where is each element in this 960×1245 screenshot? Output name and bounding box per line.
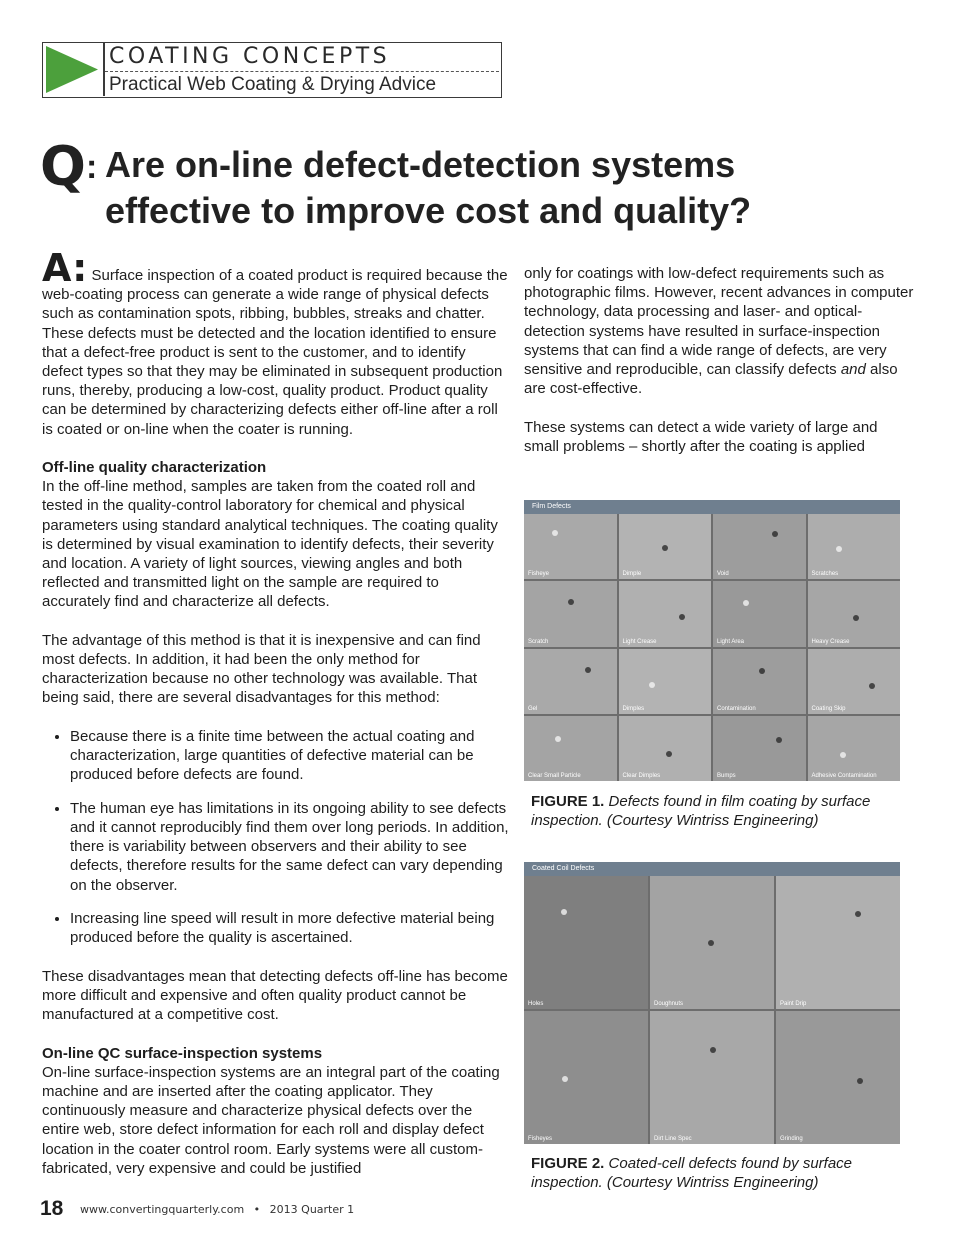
defect-spot	[853, 615, 859, 621]
figure-2-grid	[524, 876, 900, 1144]
tile-label: Void	[717, 571, 729, 578]
defect-image-tile	[524, 1011, 648, 1144]
defect-spot	[679, 614, 685, 620]
tile-label: Dimple	[622, 571, 642, 578]
figure-1-caption: FIGURE 1. Defects found in film coating by surface inspection. (Courtesy Wintriss Engineering)	[531, 793, 871, 829]
left-column	[42, 246, 510, 1197]
defect-spot	[585, 667, 591, 673]
tile-label: Paint Drip	[780, 1001, 807, 1007]
defect-spot	[555, 736, 561, 742]
tile-label: Doughnuts	[654, 1001, 684, 1007]
figure-1-image	[524, 500, 900, 781]
tile-label: Coating Skip	[811, 705, 846, 712]
defect-spot	[759, 668, 765, 674]
header-divider	[103, 43, 105, 96]
defect-image-tile	[776, 876, 900, 1009]
defect-spot	[743, 600, 749, 606]
tile-label: Fisheyes	[528, 1136, 553, 1142]
list-item: • The human eye has limitations in its ongoing ability to see defects and it cannot reproducibly find them over long periods. In addition, there is variability between observers and their ability to see defects, therefore results for the same defect can vary depending on the observer.	[70, 799, 510, 895]
department-subtitle: Practical Web Coating & Drying Advice	[109, 74, 437, 95]
green-arrow-logo-icon	[43, 43, 101, 96]
footer-info	[80, 1203, 354, 1217]
defect-spot	[836, 546, 842, 552]
tile-label: Clear Small Particle	[528, 773, 581, 779]
tile-label: Light Area	[717, 638, 745, 645]
defect-spot	[568, 599, 574, 605]
tile-label: Scratch	[528, 638, 549, 645]
tile-label: Holes	[528, 1001, 544, 1007]
defect-image-tile	[808, 649, 901, 714]
defect-spot	[855, 911, 861, 917]
defect-image-tile	[713, 581, 806, 646]
online-paragraph-1: On-line surface-inspection systems are an integral part of the coating machine and are inserted after the coating applicator. They continuously measure and characterize physical defects over the entire web, store defect information for each roll and display defect location in the coater control room. Early systems were all custom-fabricated, very expensive and could be justified	[42, 1063, 500, 1177]
defect-image-tile	[619, 514, 712, 579]
question-letter: Q	[40, 135, 86, 198]
defect-spot	[662, 545, 668, 551]
defect-spot	[552, 530, 558, 536]
list-item: • Because there is a finite time between the actual coating and characterization, large quantities of defective material can be produced before defects are found.	[70, 727, 510, 785]
question-headline: Are on-line defect-detection systems effective to improve cost and quality?	[105, 144, 752, 231]
defect-spot	[772, 531, 778, 537]
defect-spot	[649, 682, 655, 688]
question-colon: :	[86, 148, 98, 186]
offline-heading: Off-line quality characterization	[42, 459, 267, 477]
footer-url: www.convertingquarterly.com	[80, 1203, 245, 1216]
defect-spot	[562, 1076, 568, 1082]
tile-label: Heavy Crease	[811, 638, 850, 645]
defect-image-tile	[524, 876, 648, 1009]
tile-label: Grinding	[780, 1136, 803, 1142]
defect-image-tile	[650, 1011, 774, 1144]
tile-label: Gel	[528, 705, 538, 712]
tile-label: Fisheye	[528, 571, 550, 578]
defect-image-tile	[619, 649, 712, 714]
disadvantages-list	[42, 727, 510, 948]
defect-image-tile	[524, 514, 617, 579]
offline-paragraph-1: In the off-line method, samples are taken from the coated roll and tested in the quality-control laboratory for chemical and physical parameters using standard analytical techniques. The coating quality is determined by visual examination to identify defects, their severity and location. A variety of light sources, viewing angles and both reflected and transmitted light on the sample are required to accurately find and characterize all defects.	[42, 478, 498, 611]
defect-image-tile	[524, 581, 617, 646]
defect-image-tile	[650, 876, 774, 1009]
defect-image-tile	[808, 514, 901, 579]
list-item: • Increasing line speed will result in more defective material being produced before the quality is ascertained.	[70, 909, 510, 947]
defect-spot	[708, 940, 714, 946]
defect-spot	[869, 683, 875, 689]
figure-1-grid	[524, 514, 900, 781]
tile-label: Dirt Line Spec	[654, 1136, 692, 1142]
right-column	[524, 264, 914, 475]
figure-1-header: Film Defects	[524, 500, 900, 514]
department-header	[42, 42, 502, 98]
offline-paragraph-3: These disadvantages mean that detecting defects off-line has become more difficult and expensive and often quality product cannot be manufactured at a competitive cost.	[42, 967, 508, 1024]
defect-spot	[857, 1078, 863, 1084]
tile-label: Bumps	[717, 773, 736, 779]
defect-spot	[840, 752, 846, 758]
defect-spot	[666, 751, 672, 757]
footer-issue: 2013 Quarter 1	[269, 1203, 355, 1216]
page-number: 18	[40, 1197, 64, 1220]
tile-label: Light Crease	[622, 638, 657, 645]
defect-image-tile	[524, 649, 617, 714]
defect-image-tile	[713, 514, 806, 579]
tile-label: Clear Dimples	[622, 773, 661, 779]
tile-label: Dimples	[622, 705, 645, 712]
defect-image-tile	[776, 1011, 900, 1144]
figure-2-image	[524, 862, 900, 1144]
answer-paragraph	[42, 246, 510, 439]
answer-intro: Surface inspection of a coated product is required because the web-coating process can generate a wide range of physical defects such as contamination spots, ribbing, bubbles, streaks and chatter. These defects must be detected and the location identified to ensure that a defect-free product is sent to the customer, and to identify defect types so that they may be eliminated in subsequent production runs, thereby, producing a low-cost, quality product. Product quality can be determined by characterizing defects either off-line after a roll is coated or on-line when the coater is running.	[42, 267, 508, 438]
defect-spot	[561, 909, 567, 915]
answer-letter: A:	[42, 246, 88, 290]
tile-label: Contamination	[717, 705, 756, 712]
defect-image-tile	[524, 716, 617, 781]
tile-label: Adhesive Contamination	[811, 773, 877, 779]
right-paragraph-1: only for coatings with low-defect requirements such as photographic films. However, recent advances in computer technology, data processing and laser- and optical-detection systems have resulted in surface-inspection systems that can find a wide range of defects, are very sensitive and reproducible, can classify defects and also are cost-effective.	[524, 265, 914, 398]
online-heading: On-line QC surface-inspection systems	[42, 1044, 323, 1062]
figure-2-header: Coated Coil Defects	[524, 862, 900, 876]
defect-image-tile	[713, 649, 806, 714]
footer-separator: •	[253, 1203, 261, 1216]
tile-label: Scratches	[811, 571, 839, 578]
defect-image-tile	[808, 581, 901, 646]
header-dashed-rule	[105, 71, 499, 72]
defect-image-tile	[619, 581, 712, 646]
defect-spot	[776, 737, 782, 743]
defect-image-tile	[808, 716, 901, 781]
defect-image-tile	[713, 716, 806, 781]
defect-spot	[710, 1047, 716, 1053]
offline-paragraph-2: The advantage of this method is that it is inexpensive and can find most defects. In addition, it had been the only method for characterization because no other technology was available. That being said, there are several disadvantages for this method:	[42, 631, 481, 707]
right-paragraph-2: These systems can detect a wide variety of large and small problems – shortly after the coating is applied	[524, 418, 878, 455]
defect-image-tile	[619, 716, 712, 781]
figure-2-caption: FIGURE 2. Coated-cell defects found by surface inspection. (Courtesy Wintriss Engineering)	[531, 1155, 853, 1191]
department-title: COATING CONCEPTS	[109, 44, 391, 69]
